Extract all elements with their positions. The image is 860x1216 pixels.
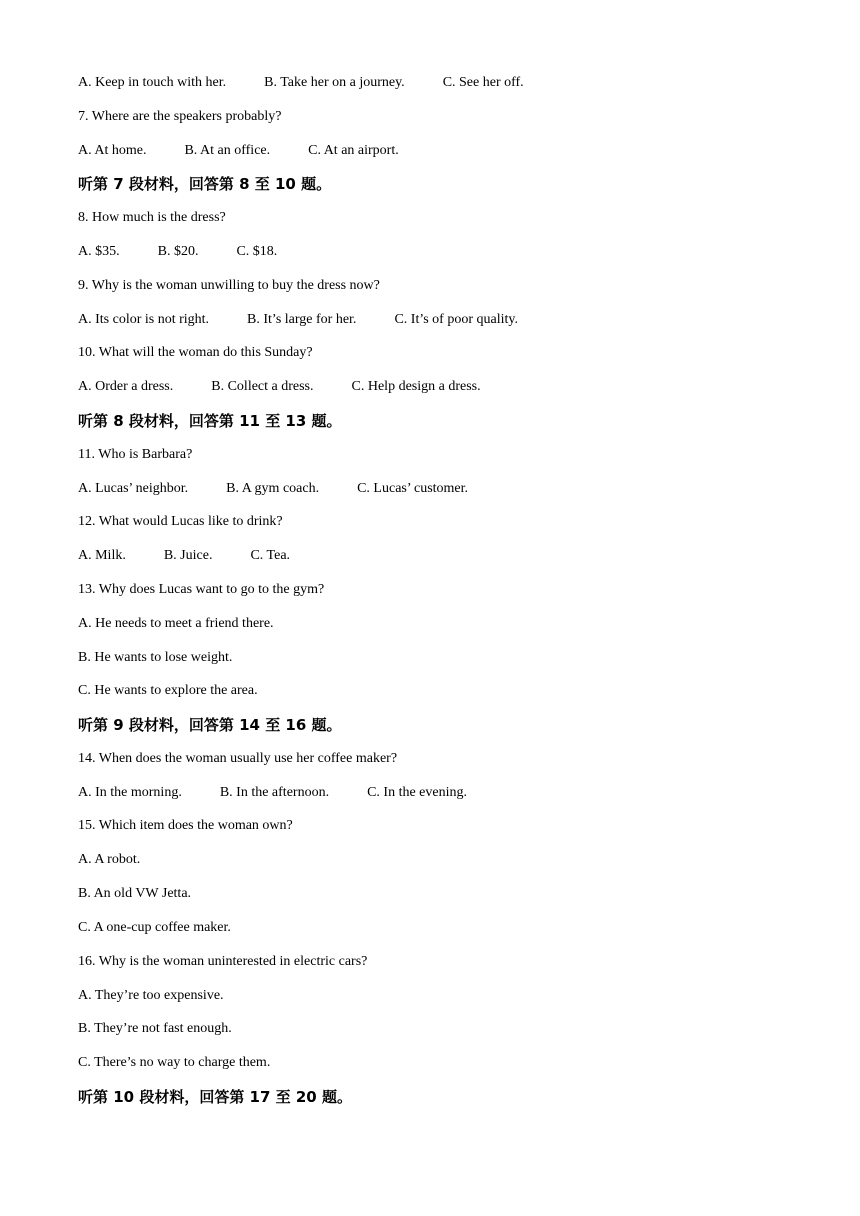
q12-option-b: B. Juice. [163, 548, 213, 563]
q11-options [78, 478, 468, 500]
q10-options [78, 376, 481, 398]
q8-option-c: C. $18. [236, 244, 278, 259]
q8-question: 8. How much is the dress? [78, 210, 226, 225]
q14-option-a: A. In the morning. [78, 785, 182, 800]
q16-option-a: A. They’re too expensive. [78, 988, 224, 1003]
q16-option-c: C. There’s no way to charge them. [78, 1055, 271, 1070]
q15-option-b: B. An old VW Jetta. [78, 886, 192, 901]
q13-option-b: B. He wants to lose weight. [78, 650, 233, 665]
q12-question: 12. What would Lucas like to drink? [78, 514, 283, 529]
q14-options [78, 782, 467, 804]
q13-option-a: A. He needs to meet a friend there. [78, 616, 274, 631]
q6-options [78, 72, 524, 94]
q6-option-c: C. See her off. [442, 75, 524, 90]
q11-option-a: A. Lucas’ neighbor. [78, 481, 189, 496]
q9-option-c: C. It’s of poor quality. [394, 312, 518, 327]
q9-question: 9. Why is the woman unwilling to buy the dress now? [78, 278, 380, 293]
q9-option-b: B. It’s large for her. [247, 312, 357, 327]
q10-option-c: C. Help design a dress. [351, 379, 481, 394]
q7-options [78, 140, 399, 162]
q6-option-b: B. Take her on a journey. [264, 75, 405, 90]
q7-option-b: B. At an office. [184, 143, 271, 158]
q10-option-b: B. Collect a dress. [211, 379, 314, 394]
q7-question: 7. Where are the speakers probably? [78, 109, 282, 124]
q14-question: 14. When does the woman usually use her coffee maker? [78, 751, 398, 766]
q11-option-b: B. A gym coach. [226, 481, 320, 496]
section-heading-8: 听第 8 段材料，回答第 11 至 13 题。 [78, 412, 342, 430]
q15-option-a: A. A robot. [78, 852, 141, 867]
q15-option-c: C. A one-cup coffee maker. [78, 920, 231, 935]
q12-options [78, 545, 290, 567]
q9-option-a: A. Its color is not right. [78, 312, 210, 327]
q11-question: 11. Who is Barbara? [78, 447, 193, 462]
q12-option-c: C. Tea. [250, 548, 291, 563]
q15-question: 15. Which item does the woman own? [78, 818, 293, 833]
q10-option-a: A. Order a dress. [78, 379, 174, 394]
section-heading-10: 听第 10 段材料，回答第 17 至 20 题。 [78, 1088, 352, 1106]
q8-option-b: B. $20. [157, 244, 199, 259]
q14-option-b: B. In the afternoon. [219, 785, 330, 800]
q9-options [78, 309, 518, 331]
q7-option-c: C. At an airport. [308, 143, 399, 158]
q6-option-a: A. Keep in touch with her. [78, 75, 227, 90]
q16-option-b: B. They’re not fast enough. [78, 1021, 232, 1036]
q7-option-a: A. At home. [78, 143, 147, 158]
q13-question: 13. Why does Lucas want to go to the gym? [78, 582, 325, 597]
q13-option-c: C. He wants to explore the area. [78, 683, 258, 698]
section-heading-7: 听第 7 段材料，回答第 8 至 10 题。 [78, 175, 332, 193]
q8-options [78, 241, 277, 263]
q8-option-a: A. $35. [78, 244, 120, 259]
q14-option-c: C. In the evening. [367, 785, 467, 800]
section-heading-9: 听第 9 段材料，回答第 14 至 16 题。 [78, 716, 342, 734]
q10-question: 10. What will the woman do this Sunday? [78, 345, 313, 360]
q12-option-a: A. Milk. [78, 548, 126, 563]
q11-option-c: C. Lucas’ customer. [357, 481, 469, 496]
q16-question: 16. Why is the woman uninterested in electric cars? [78, 954, 368, 969]
